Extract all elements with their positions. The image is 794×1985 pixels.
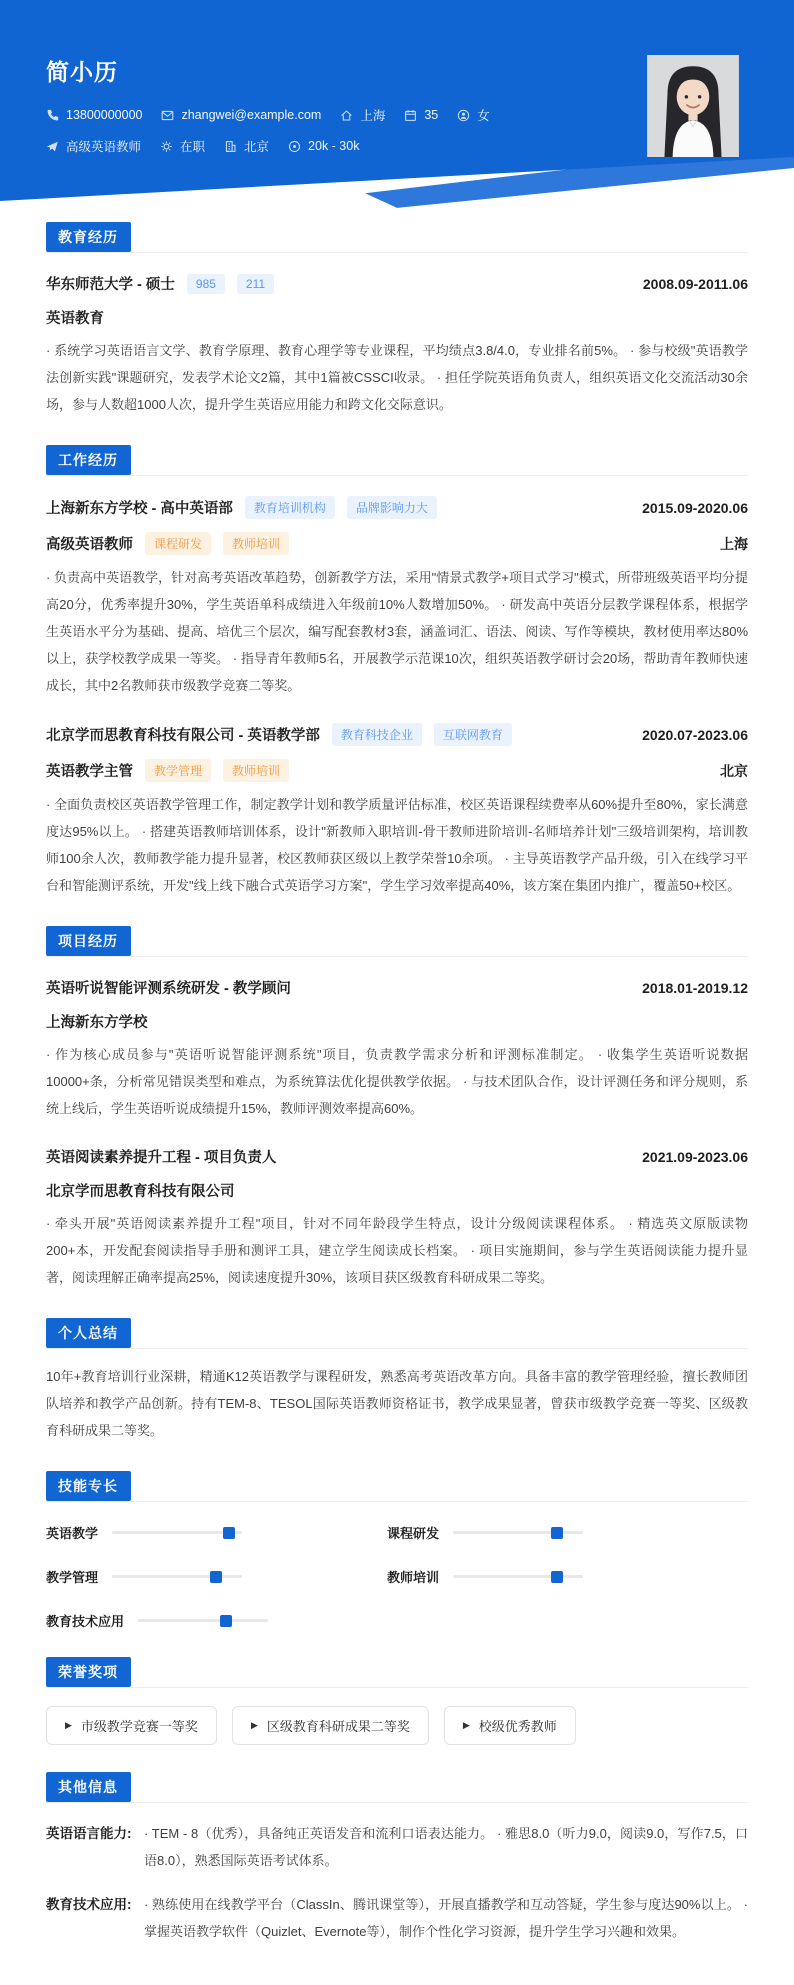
profile-photo-illustration [647,55,739,157]
play-icon: ▶ [250,1720,258,1730]
school-tag-985: 985 [187,274,225,294]
header-content [46,54,748,155]
role-tag: 课程研发 [145,532,211,555]
contact-salary: 20k - 30k [288,139,359,153]
contact-email: zhangwei@example.com [161,108,321,122]
contact-age: 35 [404,108,438,122]
honor-label: 市级教学竞赛一等奖 [80,1719,198,1734]
section-head [46,1471,748,1502]
section-other-info [46,1772,748,1945]
contact-location: 上海 [340,106,385,124]
work-date: 2015.09-2020.06 [642,499,748,516]
header [0,0,794,210]
section-head [46,926,748,957]
work-date: 2020.07-2023.06 [642,726,748,743]
skill-slider[interactable] [112,1575,242,1578]
role-tag: 教师培训 [223,759,289,782]
company-tag: 品牌影响力大 [347,496,437,519]
education-entry [46,273,748,418]
city-icon [224,140,237,153]
honor-chip [444,1706,576,1745]
skills-grid [46,1523,748,1630]
skill-item [46,1567,297,1586]
section-work [46,445,748,899]
skill-item [387,1523,638,1542]
contact-row-1 [46,106,748,124]
phone-icon [46,109,59,122]
skill-item [387,1567,638,1586]
school-name: 华东师范大学 - 硕士 [46,277,175,293]
skill-slider-thumb[interactable] [551,1571,563,1583]
company-tag: 教育科技企业 [332,723,422,746]
major-name: 英语教育 [46,311,104,327]
section-education [46,222,748,418]
play-icon: ▶ [65,1720,72,1730]
honor-chip [46,1706,217,1745]
education-major-row [46,307,748,328]
summary-text: 10年+教育培训行业深耕，精通K12英语教学与课程研发，熟悉高考英语改革方向。具备丰富的教学管理经验，擅长教师团队培养和教学产品创新。持有TEM-8、TESOL国际英语教师资格证书，教学成果显著，曾获市级教学竞赛一等奖、区级教育科研成果二等奖。 [46,1369,748,1438]
skill-label: 教育技术应用 [46,1614,125,1629]
skill-label: 英语教学 [46,1526,99,1541]
role-name: 英语教学主管 [46,764,133,780]
contact-city: 北京 [224,137,269,155]
email-icon [161,109,174,122]
section-title-badge: 教育经历 [46,222,131,252]
skill-slider-thumb[interactable] [220,1615,232,1627]
skill-label: 课程研发 [387,1526,440,1541]
role-name: 高级英语教师 [46,537,133,553]
skill-slider[interactable] [112,1531,242,1534]
status-icon [160,140,173,153]
company-name: 上海新东方学校 - 高中英语部 [46,501,233,517]
skill-item [46,1523,297,1542]
school-tag-211: 211 [237,274,274,294]
skill-slider[interactable] [453,1531,583,1534]
other-info-label: 英语语言能力: [46,1826,132,1841]
skill-label: 教师培训 [387,1570,440,1585]
work-role-row [46,532,748,555]
skill-slider[interactable] [138,1619,268,1622]
age-icon [404,109,417,122]
section-head [46,1772,748,1803]
work-role-row [46,759,748,782]
project-name: 英语听说智能评测系统研发 - 教学顾问 [46,981,291,997]
company-name: 北京学而思教育科技有限公司 - 英语教学部 [46,728,320,744]
education-description: · 系统学习英语语言文学、教育学原理、教育心理学等专业课程，平均绩点3.8/4.0，专业排名前5%。 · 参与校级"英语教学法创新实践"课题研究，发表学术论文2篇，其中1篇被CSSCI收录。 · 担任学院英语角负责人，组织英语文化交流活动30余场，参与人数超1000人次，提升学生英语应用能力和跨文化交际意识。 [46,343,748,412]
work-entry [46,723,748,899]
play-icon: ▶ [462,1720,470,1730]
section-head [46,222,748,253]
project-org: 北京学而思教育科技有限公司 [46,1184,235,1200]
other-info-text: · 熟练使用在线教学平台（ClassIn、腾讯课堂等），开展直播教学和互动答疑，学生参与度达90%以上。 · 掌握英语教学软件（Quizlet、Evernote等），制作个性化学习资源，提升学生学习兴趣和效果。 [144,1897,748,1939]
contact-job-title: 高级英语教师 [46,137,141,155]
work-description: · 负责高中英语教学，针对高考英语改革趋势，创新教学方法，采用"情景式教学+项目式学习"模式，所带班级英语平均分提高20分，优秀率提升30%，学生英语单科成绩进入年级前10%人数增加50%。 · 研发高中英语分层教学课程体系，根据学生英语水平分为基础、提高、培优三个层次，编写配套教材3套，涵盖词汇、语法、阅读、写作等模块，教材使用率达80%以上，获学校教学成果一等奖。 · 指导青年教师5名，开展教学示范课10次，组织英语教学研讨会20场，帮助青年教师快速成长，其中2名教师获市级教学竞赛二等奖。 [46,570,748,693]
other-info-label: 教育技术应用: [46,1897,132,1912]
other-info-row [46,1891,748,1945]
salary-icon [288,140,301,153]
section-honors [46,1657,748,1745]
other-info-text: · TEM - 8（优秀），具备纯正英语发音和流利口语表达能力。 · 雅思8.0（听力9.0，阅读9.0，写作7.5，口语8.0），熟悉国际英语考试体系。 [144,1826,748,1868]
section-title-badge: 工作经历 [46,445,131,475]
skill-slider[interactable] [453,1575,583,1578]
other-info-row [46,1820,748,1874]
company-tag: 教育培训机构 [245,496,335,519]
position-icon [46,140,59,153]
role-tag: 教师培训 [223,532,289,555]
skill-label: 教学管理 [46,1570,99,1585]
home-icon [340,109,353,122]
contact-status: 在职 [160,137,205,155]
skill-slider-thumb[interactable] [210,1571,222,1583]
project-entry [46,977,748,1122]
project-name: 英语阅读素养提升工程 - 项目负责人 [46,1150,277,1166]
role-tag: 教学管理 [145,759,211,782]
work-title-row [46,496,748,519]
project-entry [46,1146,748,1291]
skill-slider-thumb[interactable] [551,1527,563,1539]
section-title-badge: 荣誉奖项 [46,1657,131,1687]
gender-icon [457,109,470,122]
skill-slider-thumb[interactable] [223,1527,235,1539]
project-title-row [46,977,748,998]
project-description: · 牵头开展"英语阅读素养提升工程"项目，针对不同年龄段学生特点，设计分级阅读课程体系。 · 精选英文原版读物200+本，开发配套阅读指导手册和测评工具，建立学生阅读成长档案。 · 项目实施期间，参与学生英语阅读能力提升显著，阅读理解正确率提高25%，阅读速度提升30%，该项目获区级教育科研成果二等奖。 [46,1216,748,1285]
honor-chip [232,1706,429,1745]
project-date: 2018.01-2019.12 [642,979,748,996]
honor-label: 区级教育科研成果二等奖 [266,1719,410,1734]
project-description: · 作为核心成员参与"英语听说智能评测系统"项目，负责教学需求分析和评测标准制定。 · 收集学生英语听说数据10000+条，分析常见错误类型和难点，为系统算法优化提供教学依据。 · 与技术团队合作，设计评测任务和评分规则，系统上线后，学生英语听说成绩提升15%，教师评测效率提高60%。 [46,1047,748,1116]
section-projects [46,926,748,1291]
company-tag: 互联网教育 [434,723,512,746]
project-org-row [46,1180,748,1201]
section-title-badge: 个人总结 [46,1318,131,1348]
section-head [46,1318,748,1349]
project-org: 上海新东方学校 [46,1015,148,1031]
contact-phone: 13800000000 [46,108,142,122]
contact-gender: 女 [457,106,490,124]
work-title-row [46,723,748,746]
skill-item [46,1611,297,1630]
section-title-badge: 其他信息 [46,1772,131,1802]
contact-row-2 [46,137,748,155]
education-date: 2008.09-2011.06 [642,275,748,292]
project-title-row [46,1146,748,1167]
profile-photo [647,55,739,157]
section-skills [46,1471,748,1630]
work-description: · 全面负责校区英语教学管理工作，制定教学计划和教学质量评估标准，校区英语课程续费率从60%提升至80%，家长满意度达95%以上。 · 搭建英语教师培训体系，设计"新教师入职培训-骨干教师进阶培训-名师培养计划"三级培训架构，培训教师100余人次，教师教学能力提升显著，校区教师获区级以上教学荣誉10余项。 · 主导英语教学产品升级，引入在线学习平台和智能测评系统，开发"线上线下融合式英语学习方案"，学生学习效率提高40%，该方案在集团内推广，覆盖50+校区。 [46,797,748,893]
project-date: 2021.09-2023.06 [642,1148,748,1165]
work-entry [46,496,748,699]
project-org-row [46,1011,748,1032]
work-location: 北京 [720,762,748,779]
section-title-badge: 技能专长 [46,1471,131,1501]
section-summary [46,1318,748,1444]
section-head [46,445,748,476]
honor-list [46,1706,748,1745]
section-head [46,1657,748,1688]
education-title-row [46,273,748,294]
resume-body [0,210,794,1985]
honor-label: 校级优秀教师 [478,1719,557,1734]
section-title-badge: 项目经历 [46,926,131,956]
candidate-name: 简小历 [46,59,118,85]
work-location: 上海 [720,535,748,552]
